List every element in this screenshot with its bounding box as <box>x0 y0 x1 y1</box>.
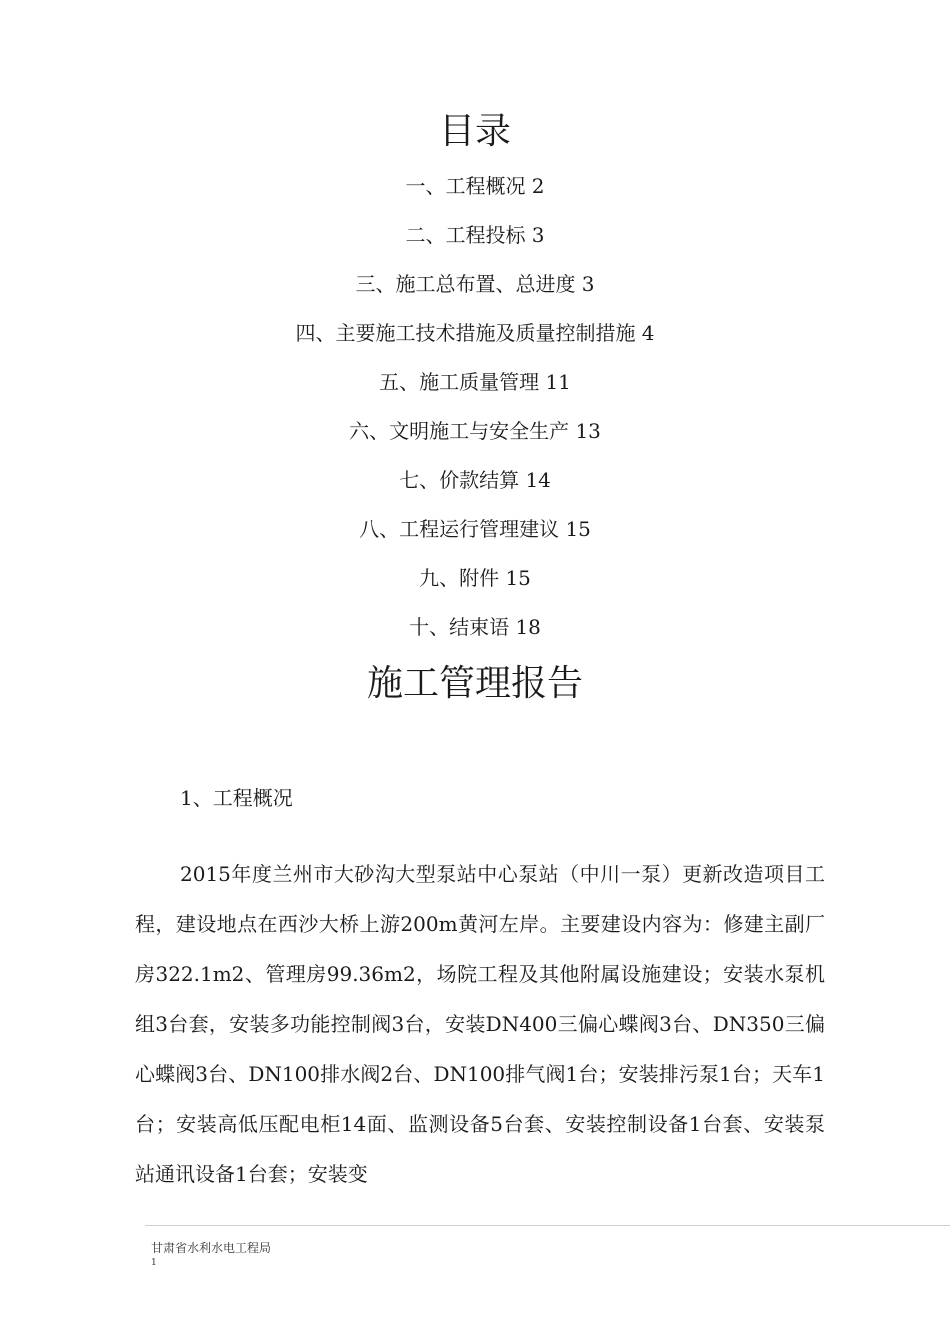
toc-item: 九、附件 15 <box>419 566 531 590</box>
section-heading: 1、工程概况 <box>180 786 293 810</box>
toc-item: 二、工程投标 3 <box>405 223 545 247</box>
footer-organization: 甘肃省水利水电工程局 <box>151 1241 272 1255</box>
page-number: 1 <box>151 1258 157 1268</box>
toc-item: 五、施工质量管理 11 <box>379 370 571 394</box>
toc-item: 十、结束语 18 <box>409 615 541 639</box>
footer-divider <box>145 1225 950 1226</box>
toc-item: 七、价款结算 14 <box>399 468 551 492</box>
toc-title: 目录 <box>438 111 511 152</box>
toc-item: 三、施工总布置、总进度 3 <box>355 272 595 296</box>
toc-item: 四、主要施工技术措施及质量控制措施 4 <box>295 321 655 345</box>
report-title: 施工管理报告 <box>366 663 583 704</box>
toc-item: 六、文明施工与安全生产 13 <box>349 419 601 443</box>
toc-list <box>0 168 950 658</box>
toc-item: 一、工程概况 2 <box>405 174 545 198</box>
toc-item: 八、工程运行管理建议 15 <box>359 517 591 541</box>
body-paragraph: 2015年度兰州市大砂沟大型泵站中心泵站（中川一泵）更新改造项目工程，建设地点在西沙大桥上游200m黄河左岸。主要建设内容为：修建主副厂房322.1m2、管理房99.36m2，场院工程及其他附属设施建设；安装水泵机组3台套，安装多功能控制阀3台，安装DN400三偏心蝶阀3台、DN350三偏心蝶阀3台、DN100排水阀2台、DN100排气阀1台；安装排污泵1台；天车1台；安装高低压配电柜14面、监测设备5台套、安装控制设备1台套、安装泵站通讯设备1台套；安装变 <box>135 862 825 1186</box>
